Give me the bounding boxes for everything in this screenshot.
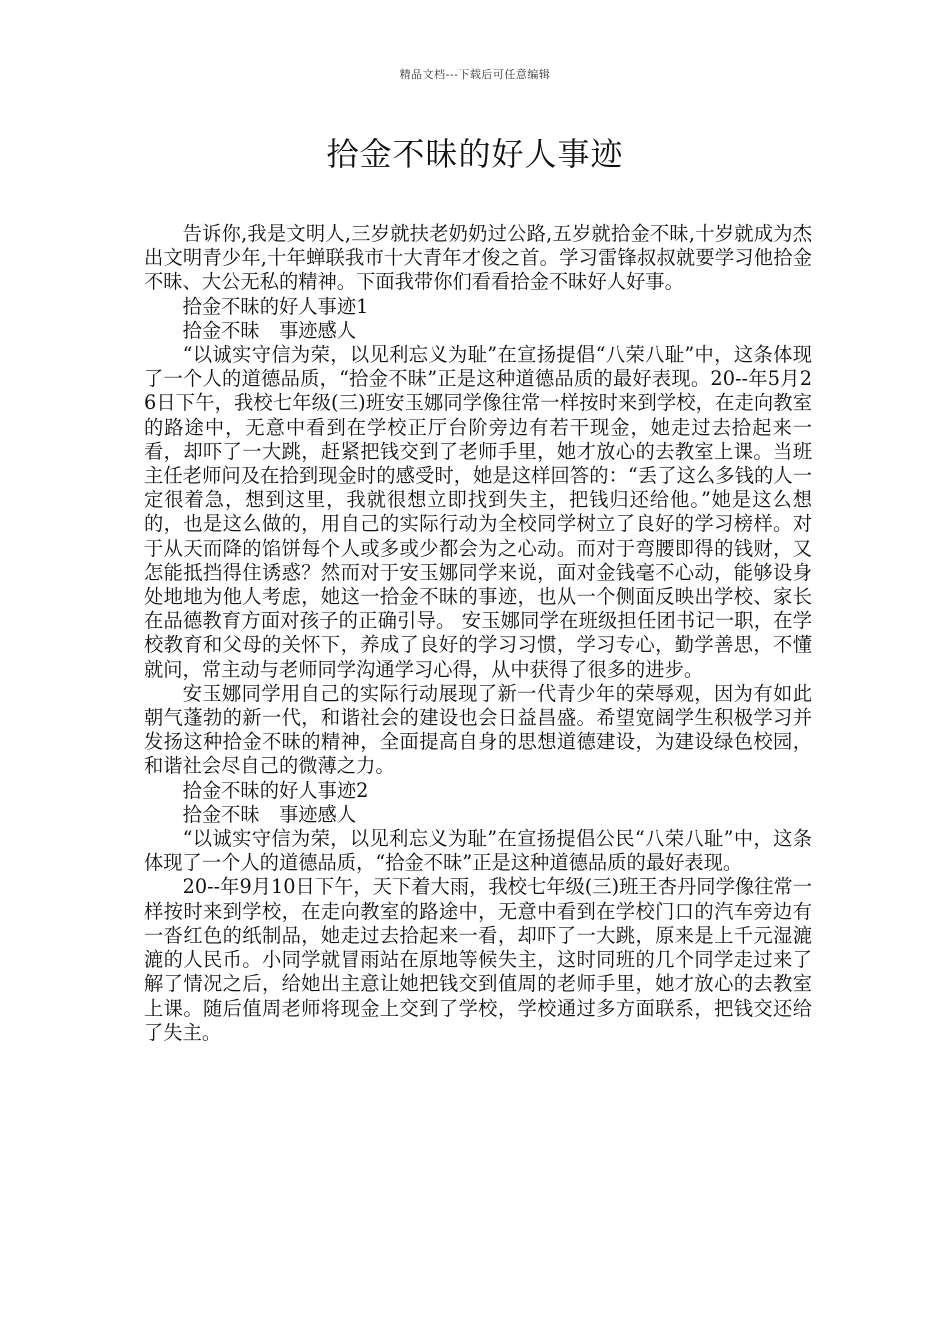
- intro-paragraph: 告诉你,我是文明人,三岁就扶老奶奶过公路,五岁就拾金不昧,十岁就成为杰出文明青少年,十年蝉联我市十大青年才俊之首。学习雷锋叔叔就要学习他拾金不昧、大公无私的精神。下面我带你们看看拾金不昧好人好事。: [144, 222, 812, 294]
- story-2-paragraph-1: “以诚实守信为荣，以见利忘义为耻”在宣扬提倡公民“八荣八耻”中，这条体现了一个人的道德品质，“拾金不昧”正是这种道德品质的最好表现。: [144, 827, 812, 875]
- section-subheading-1: 拾金不昧 事迹感人: [182, 318, 357, 342]
- document-body: [144, 222, 812, 1045]
- section-heading-2: 拾金不昧的好人事迹2: [182, 778, 369, 802]
- story-1-paragraph-2: 安玉娜同学用自己的实际行动展现了新一代青少年的荣辱观，因为有如此朝气蓬勃的新一代，和谐社会的建设也会日益昌盛。希望宽阔学生积极学习并发扬这种拾金不昧的精神，全面提高自身的思想道德建设，为建设绿色校园，和谐社会尽自己的微薄之力。: [144, 681, 812, 778]
- story-2-paragraph-2: 20--年9月10日下午，天下着大雨，我校七年级(三)班王杏丹同学像往常一样按时来到学校，在走向教室的路途中，无意中看到在学校门口的汽车旁边有一沓红色的纸制品，她走过去拾起来一看，却吓了一大跳，原来是上千元湿漉漉的人民币。小同学就冒雨站在原地等候失主，这时同班的几个同学走过来了解了情况之后，给她出主意让她把钱交到值周的老师手里，她才放心的去教室上课。随后值周老师将现金上交到了学校，学校通过多方面联系，把钱交还给了失主。: [144, 875, 812, 1044]
- story-1-paragraph-1: “以诚实守信为荣，以见利忘义为耻”在宣扬提倡“八荣八耻”中，这条体现了一个人的道德品质，“拾金不昧”正是这种道德品质的最好表现。20--年5月26日下午，我校七年级(三)班安玉娜同学像往常一样按时来到学校，在走向教室的路途中，无意中看到在学校正厅台阶旁边有若干现金，她走过去拾起来一看，却吓了一大跳，赶紧把钱交到了老师手里，她才放心的去教室上课。当班主任老师问及在拾到现金时的感受时，她是这样回答的：“丢了这么多钱的人一定很着急，想到这里，我就很想立即找到失主，把钱归还给他。”她是这么想的，也是这么做的，用自己的实际行动为全校同学树立了良好的学习榜样。对于从天而降的馅饼每个人或多或少都会为之心动。而对于弯腰即得的钱财，又怎能抵挡得住诱惑？然而对于安玉娜同学来说，面对金钱毫不心动，能够设身处地地为他人考虑，她这一拾金不昧的事迹，也从一个侧面反映出学校、家长在品德教育方面对孩子的正确引导。 安玉娜同学在班级担任团书记一职，在学校教育和父母的关怀下，养成了良好的学习习惯，学习专心，勤学善思，不懂就问，常主动与老师同学沟通学习心得，从中获得了很多的进步。: [144, 343, 812, 681]
- section-subheading-2: 拾金不昧 事迹感人: [182, 802, 357, 826]
- document-title: 拾金不昧的好人事迹: [326, 135, 624, 173]
- header-note: 精品文档---下载后可任意编辑: [399, 68, 551, 81]
- section-heading-1: 拾金不昧的好人事迹1: [182, 294, 369, 318]
